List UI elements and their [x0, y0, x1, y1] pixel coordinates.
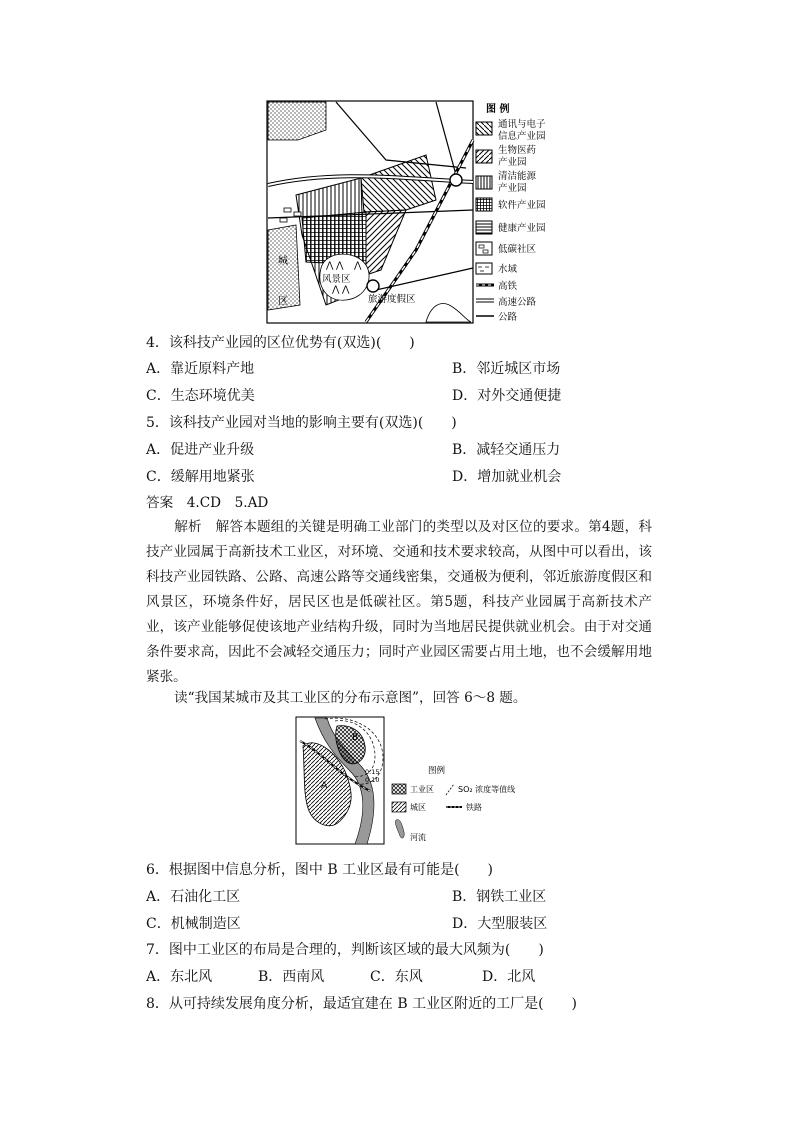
q4-option-b: B．邻近城区市场: [452, 361, 561, 377]
legend1-label: 生物医药: [498, 145, 537, 156]
legend-industrial-icon: [392, 784, 406, 794]
tech-park-legend: [474, 100, 574, 326]
legend-software-icon: [476, 198, 492, 211]
legend1-title: 图 例: [486, 104, 510, 115]
answer: 答案 4.CD 5.AD: [146, 495, 269, 511]
legend1-label: 产业园: [498, 183, 527, 194]
svg-text:⋀: ⋀: [326, 261, 334, 271]
q6-option-b: B．钢铁工业区: [452, 889, 547, 905]
svg-text:⋀: ⋀: [354, 261, 362, 271]
legend1-label: 健康产业园: [498, 223, 546, 234]
station: [450, 174, 462, 186]
label-b: B: [352, 733, 359, 743]
q5-option-b: B．减轻交通压力: [452, 442, 561, 458]
legend-telecom-icon: [476, 122, 492, 135]
legend2-label: 城区: [410, 803, 426, 812]
legend-river-icon: [395, 820, 404, 838]
legend1-label: 水域: [498, 264, 518, 275]
legend2-label: 河流: [410, 833, 426, 842]
q4-option-c: C．生态环境优美: [146, 388, 255, 404]
label-scenic: 风景区: [322, 274, 351, 285]
station: [367, 280, 379, 292]
legend2-label: SO₂ 浓度等值线: [458, 785, 516, 794]
q7-option-c: C．东风: [370, 969, 423, 985]
q6-option-d: D．大型服装区: [452, 916, 548, 932]
legend-biomed-icon: [476, 150, 492, 163]
label-resort: 旅游度假区: [368, 294, 416, 305]
q5-option-c: C．缓解用地紧张: [146, 469, 255, 485]
legend1-label: 公路: [498, 312, 518, 323]
legend-health-icon: [476, 221, 492, 234]
legend1-label: 信息产业园: [498, 131, 546, 142]
industrial-zone-map: [295, 716, 385, 846]
legend-water-icon: [476, 263, 492, 274]
q5-option-a: A．促进产业升级: [146, 442, 255, 458]
label-a: A: [321, 781, 328, 791]
label-city-top: 城: [278, 256, 288, 267]
legend-house-icon: [476, 242, 492, 255]
svg-text:⋀: ⋀: [332, 285, 340, 295]
q7-option-a: A．东北风: [146, 969, 213, 985]
analysis-paragraph: [146, 515, 652, 690]
legend1-label: 产业园: [498, 157, 527, 168]
q5-option-d: D．增加就业机会: [452, 469, 562, 485]
legend2-label: 工业区: [410, 785, 434, 794]
analysis-text: 解析 解答本题组的关键是明确工业部门的类型以及对区位的要求。第4题，科技产业园属于高新技术工业区，对环境、交通和技术要求较高，从图中可以看出，该科技产业园铁路、公路、高速公路等交通线密集，交通极为便利，邻近旅游度假区和风景区，环境条件好，居民区也是低碳社区。第5题，科技产业园属于高新技术产业，该产业能够促使该地产业结构升级，同时为当地居民提供就业机会。由于对交通条件要求高，因此不会减轻交通压力；同时产业园区需要占用土地，也不会缓解用地紧张。: [146, 519, 652, 685]
question-5-stem: 5．该科技产业园对当地的影响主要有(双选)( ): [146, 415, 457, 431]
legend1-label: 高铁: [498, 281, 518, 292]
q4-option-a: A．靠近原料产地: [146, 361, 255, 377]
question-4-stem: 4．该科技产业园的区位优势有(双选)( ): [146, 335, 415, 351]
legend1-label: 软件产业园: [498, 200, 546, 211]
label-iso-010: 0.10: [365, 776, 380, 784]
question-8-stem: 8．从可持续发展角度分析，最适宜建在 B 工业区附近的工厂是( ): [146, 996, 578, 1012]
q4-option-d: D．对外交通便捷: [452, 388, 562, 404]
legend-isoline-icon: [446, 784, 454, 795]
legend-highway-icon: [476, 299, 494, 302]
question-7-stem: 7．图中工业区的布局是合理的，判断该区域的最大风频为( ): [146, 942, 544, 958]
legend1-label: 清洁能源: [498, 171, 537, 182]
legend1-label: 通讯与电子: [498, 119, 546, 130]
q7-option-d: D．北风: [482, 969, 536, 985]
legend-clean-energy-icon: [476, 176, 492, 189]
legend-urban-icon: [392, 802, 406, 812]
svg-text:⋀: ⋀: [336, 261, 344, 271]
tech-park-map: [266, 100, 476, 326]
legend1-label: 高速公路: [498, 297, 537, 308]
q6-option-c: C．机械制造区: [146, 916, 241, 932]
question-6-stem: 6．根据图中信息分析，图中 B 工业区最有可能是( ): [146, 862, 494, 878]
read-prompt: 读“我国某城市及其工业区的分布示意图”，回答 6～8 题。: [174, 690, 527, 706]
legend2-label: 铁路: [466, 803, 482, 812]
q7-option-b: B．西南风: [258, 969, 325, 985]
legend1-label: 低碳社区: [498, 244, 537, 255]
legend2-title: 图例: [428, 766, 446, 776]
label-iso-015: 0.15: [365, 768, 380, 776]
label-city-bottom: 区: [278, 296, 288, 307]
svg-text:⋀: ⋀: [342, 285, 350, 295]
q6-option-a: A．石油化工区: [146, 889, 241, 905]
industrial-zone-legend: [390, 762, 540, 844]
